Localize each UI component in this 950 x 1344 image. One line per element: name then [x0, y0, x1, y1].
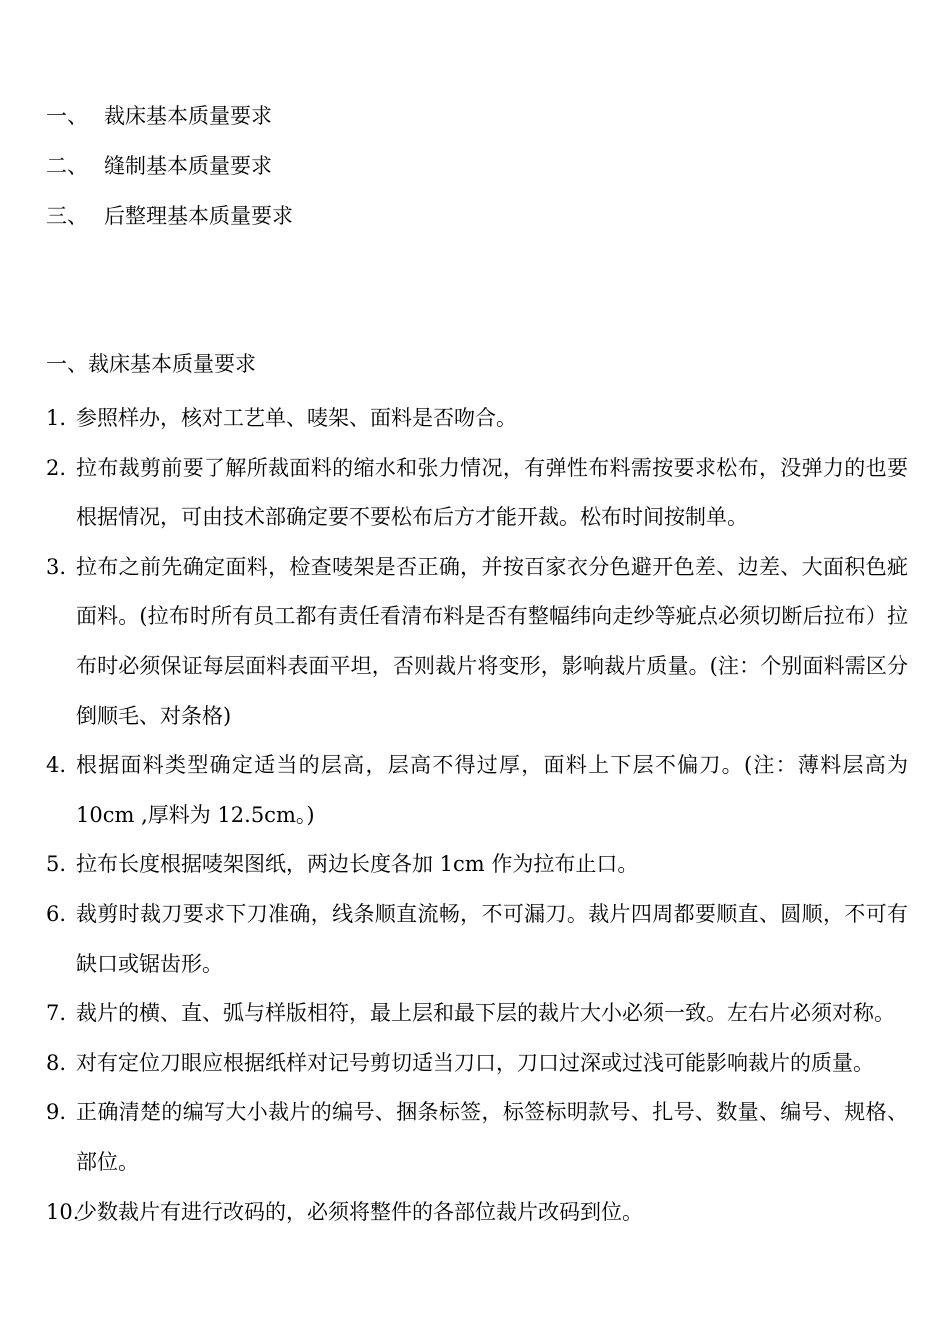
- item-text: 拉布之前先确定面料，检查唛架是否正确，并按百家衣分色避开色差、边差、大面积色疵面料。(拉布时所有员工都有责任看清布料是否有整幅纬向走纱等疵点必须切断后拉布）拉布时必须保证每层面料表面平坦，否则裁片将变形，影响裁片质量。(注：个别面料需区分倒顺毛、对条格): [76, 554, 908, 728]
- item-number: 5.: [46, 852, 67, 877]
- list-item: [46, 890, 908, 989]
- item-text: 裁剪时裁刀要求下刀准确，线条顺直流畅，不可漏刀。裁片四周都要顺直、圆顺，不可有缺口或锯齿形。: [76, 901, 908, 976]
- item-number: 7.: [46, 1001, 67, 1026]
- list-item: [46, 1188, 908, 1238]
- item-number: 1.: [46, 406, 67, 430]
- list-item: [46, 444, 908, 543]
- toc-item: [46, 96, 293, 146]
- toc-item-label: 裁床基本质量要求: [104, 104, 272, 128]
- item-text: 正确清楚的编写大小裁片的编号、捆条标签，标签标明款号、扎号、数量、编号、规格、部位。: [76, 1100, 908, 1174]
- item-number: 6.: [46, 901, 67, 926]
- item-text: 拉布裁剪前要了解所裁面料的缩水和张力情况，有弹性布料需按要求松布，没弹力的也要根据情况，可由技术部确定要不要松布后方才能开裁。松布时间按制单。: [76, 455, 908, 530]
- item-number: 2.: [46, 455, 67, 480]
- list-item: [46, 543, 908, 741]
- list-item: [46, 1039, 908, 1089]
- toc-item: [46, 196, 293, 246]
- item-text: 对有定位刀眼应根据纸样对记号剪切适当刀口，刀口过深或过浅可能影响裁片的质量。: [76, 1050, 874, 1075]
- item-text: 根据面料类型确定适当的层高，层高不得过厚，面料上下层不偏刀。(注：薄料层高为10cm ,厚料为 12.5cm。): [76, 753, 908, 827]
- item-text: 裁片的横、直、弧与样版相符，最上层和最下层的裁片大小必须一致。左右片必须对称。: [76, 1001, 895, 1026]
- list-item: [46, 840, 908, 890]
- table-of-contents: [46, 96, 293, 246]
- item-number: 9.: [46, 1100, 67, 1125]
- toc-item-number: 三、: [46, 204, 88, 228]
- item-number: 10.: [46, 1199, 80, 1224]
- item-number: 3.: [46, 554, 67, 579]
- list-item: [46, 1088, 908, 1187]
- item-number: 8.: [46, 1050, 67, 1075]
- item-number: 4.: [46, 753, 67, 778]
- section-heading: 一、裁床基本质量要求: [46, 352, 256, 376]
- toc-item-label: 缝制基本质量要求: [104, 154, 272, 178]
- item-text: 参照样办，核对工艺单、唛架、面料是否吻合。: [76, 406, 517, 430]
- list-item: [46, 989, 908, 1039]
- item-text: 少数裁片有进行改码的，必须将整件的各部位裁片改码到位。: [76, 1199, 643, 1224]
- toc-item: [46, 146, 293, 196]
- list-item: [46, 394, 908, 444]
- toc-item-number: 二、: [46, 154, 88, 178]
- toc-item-number: 一、: [46, 104, 88, 128]
- list-item: [46, 741, 908, 840]
- requirements-list: [46, 394, 908, 1237]
- toc-item-label: 后整理基本质量要求: [104, 204, 293, 228]
- item-text: 拉布长度根据唛架图纸，两边长度各加 1cm 作为拉布止口。: [76, 852, 639, 877]
